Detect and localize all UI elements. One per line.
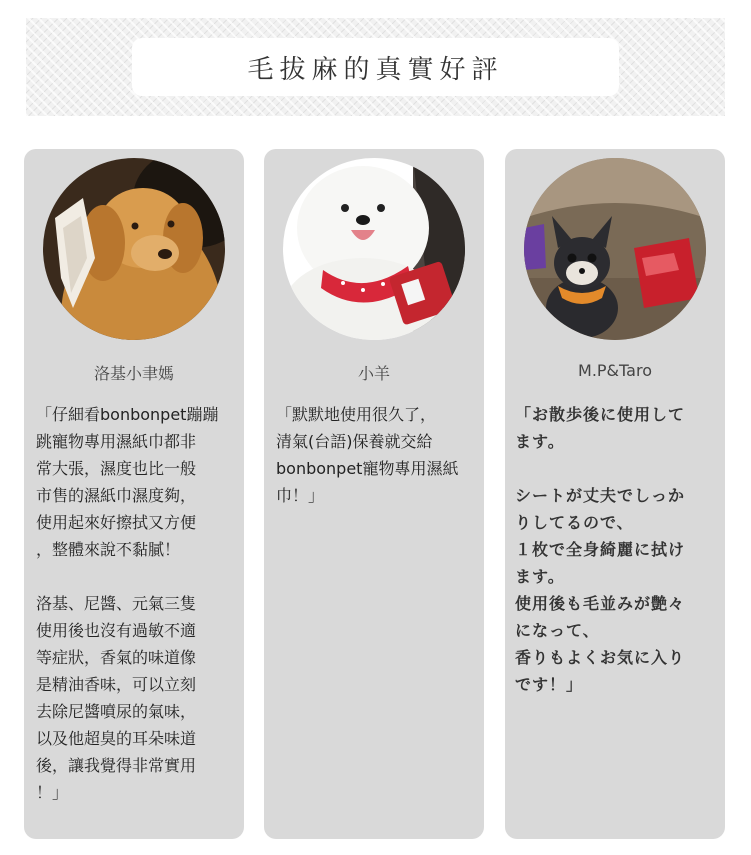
chihuahua-photo-icon [524,158,706,340]
header-banner [26,18,725,116]
page-title: 毛拔麻的真實好評 [247,54,504,85]
reviewer-name: 洛基小聿媽 [93,364,174,383]
header-title-box [132,38,619,96]
review-card-3 [505,149,725,839]
review-card-1 [24,149,244,839]
golden-retriever-photo-icon [43,158,225,340]
reviewer-name: 小羊 [357,364,390,383]
review-card-2 [264,149,484,839]
review-text: 「默默地使用很久了， 清氣(台語)保養就交給 bonbonpet寵物專用濕紙 巾！」 [276,405,459,505]
reviewer-name: M.P&Taro [578,361,652,380]
review-text: 「お散歩後に使用して ます。 シートが丈夫でしっか りしてるので、 １枚で全身綺麗に拭け ます。 使用後も毛並みが艶々 になって、 香りもよくお気に入り です！」 [515,405,686,694]
review-text: 「仔細看bonbonpet蹦蹦 跳寵物專用濕紙巾都非 常大張，濕度也比一般 市售的濕紙巾濕度夠， 使用起來好擦拭又方便 ，整體來說不黏膩！ 洛基、尼醬、元氣三隻 使用後也沒有過敏不適 等症狀，香氣的味道像 是精油香味，可以立刻 去除尼醬噴尿的氣味， 以及他超臭的耳朵味道 後，讓我覺得非常實用 ！」 [36,405,219,802]
samoyed-photo-icon [283,158,465,340]
